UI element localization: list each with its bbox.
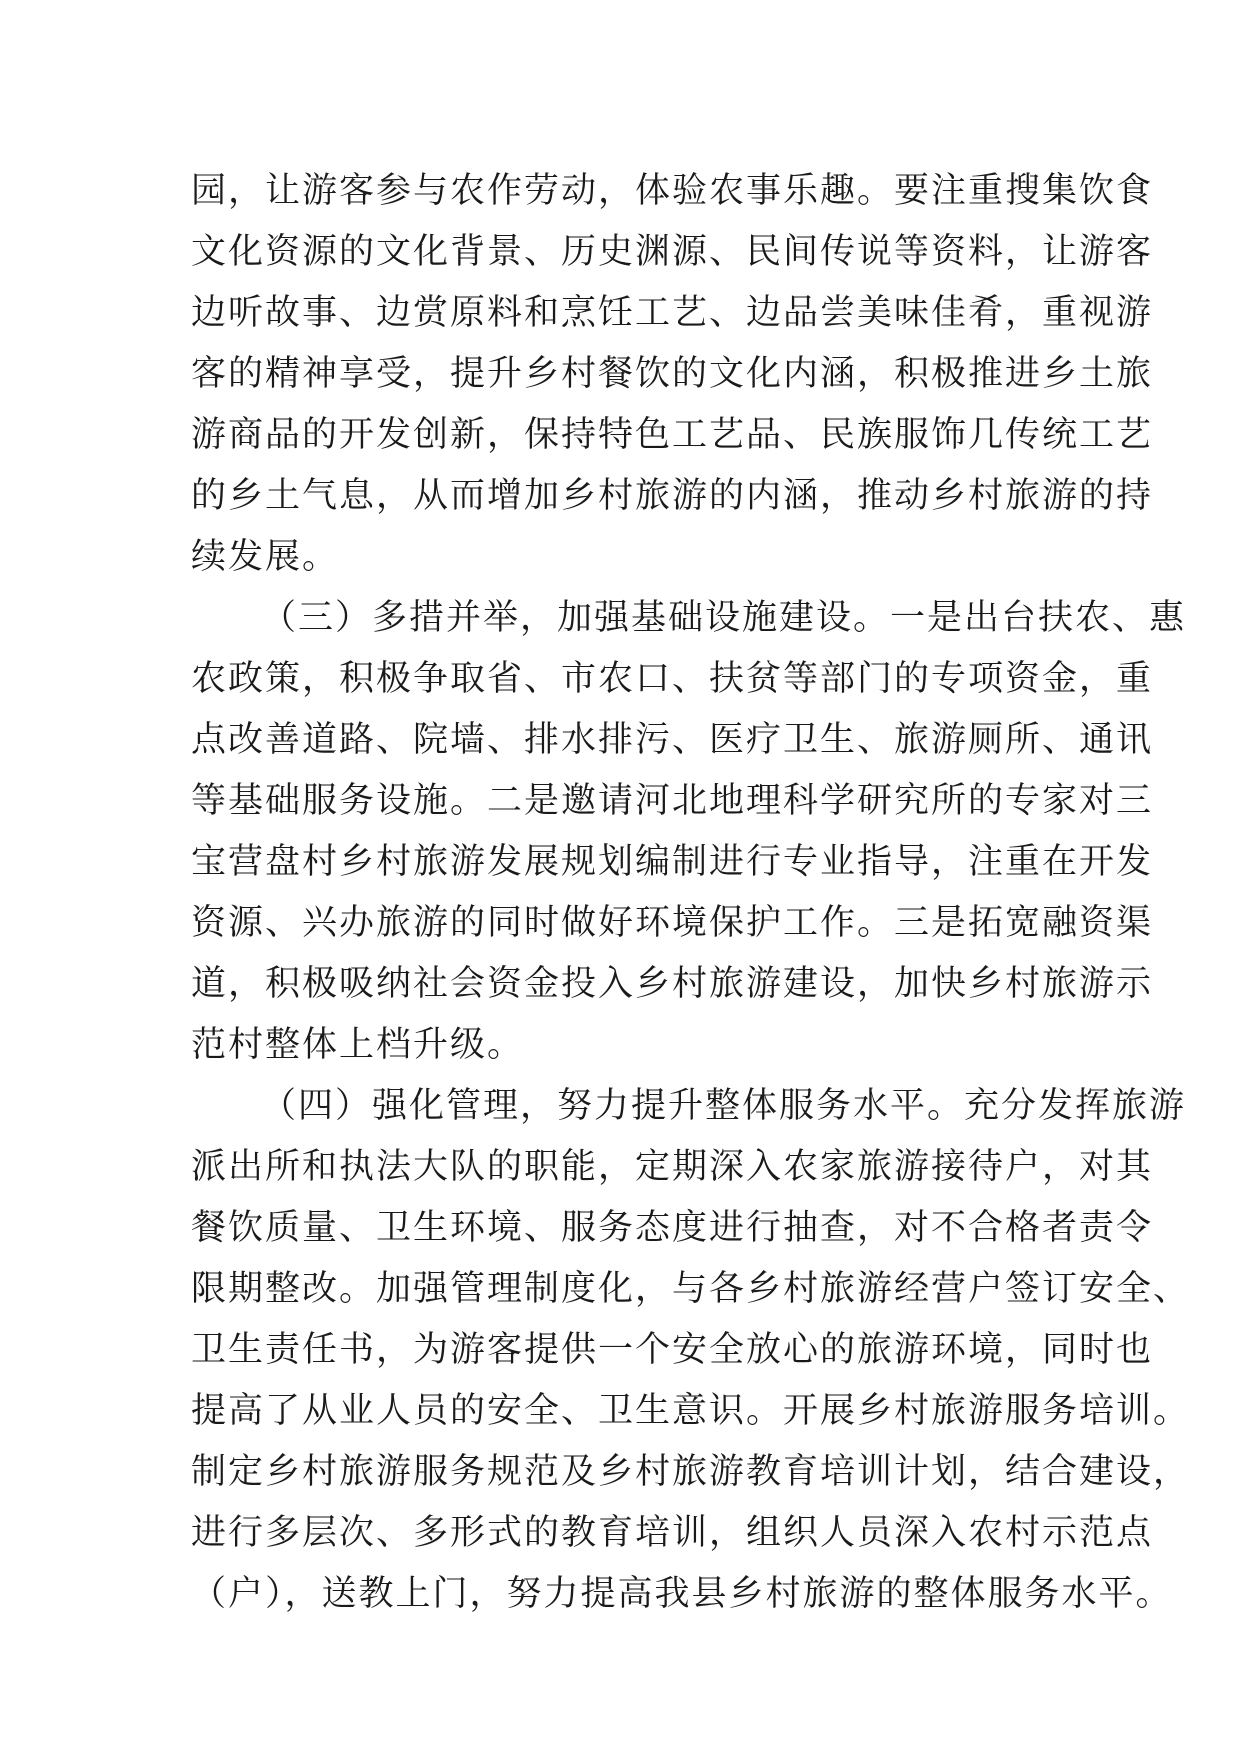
text-line: 限期整改。加强管理制度化，与各乡村旅游经营户签订安全、 — [191, 1269, 1191, 1309]
paragraph-section-4 — [191, 1076, 1191, 1625]
text-line: 宝营盘村乡村旅游发展规划编制进行专业指导，注重在开发 — [191, 842, 1154, 882]
text-line: 的乡土气息，从而增加乡村旅游的内涵，推动乡村旅游的持 — [191, 476, 1154, 516]
text-line: 游商品的开发创新，保持特色工艺品、民族服饰几传统工艺 — [191, 415, 1154, 455]
text-line: 等基础服务设施。二是邀请河北地理科学研究所的专家对三 — [191, 781, 1154, 821]
text-line: 园，让游客参与农作劳动，体验农事乐趣。要注重搜集饮食 — [191, 171, 1154, 211]
text-line: 制定乡村旅游服务规范及乡村旅游教育培训计划，结合建设， — [191, 1452, 1191, 1492]
text-line: 客的精神享受，提升乡村餐饮的文化内涵，积极推进乡土旅 — [191, 354, 1154, 394]
text-line: 派出所和执法大队的职能，定期深入农家旅游接待户，对其 — [191, 1147, 1154, 1187]
text-line: 点改善道路、院墙、排水排污、医疗卫生、旅游厕所、通讯 — [191, 720, 1154, 760]
text-line: （三）多措并举，加强基础设施建设。一是出台扶农、惠 — [261, 598, 1187, 638]
document-body — [191, 161, 1191, 1625]
text-line: 农政策，积极争取省、市农口、扶贫等部门的专项资金，重 — [191, 659, 1154, 699]
text-line: 范村整体上档升级。 — [191, 1025, 525, 1065]
text-line: 提高了从业人员的安全、卫生意识。开展乡村旅游服务培训。 — [191, 1391, 1191, 1431]
paragraph-section-3 — [191, 588, 1187, 1076]
text-line: （四）强化管理，努力提升整体服务水平。充分发挥旅游 — [261, 1086, 1187, 1126]
text-line: 边听故事、边赏原料和烹饪工艺、边品尝美味佳肴，重视游 — [191, 293, 1154, 333]
paragraph-continuation — [191, 161, 1154, 588]
text-line: 文化资源的文化背景、历史渊源、民间传说等资料，让游客 — [191, 232, 1154, 272]
text-line: 餐饮质量、卫生环境、服务态度进行抽查，对不合格者责令 — [191, 1208, 1154, 1248]
text-line: 卫生责任书，为游客提供一个安全放心的旅游环境，同时也 — [191, 1330, 1154, 1370]
text-line: 道，积极吸纳社会资金投入乡村旅游建设，加快乡村旅游示 — [191, 964, 1154, 1004]
text-line: 资源、兴办旅游的同时做好环境保护工作。三是拓宽融资渠 — [191, 903, 1154, 943]
text-line: 续发展。 — [191, 537, 340, 577]
text-line: （户），送教上门，努力提高我县乡村旅游的整体服务水平。 — [191, 1574, 1173, 1614]
text-line: 进行多层次、多形式的教育培训，组织人员深入农村示范点 — [191, 1513, 1154, 1553]
